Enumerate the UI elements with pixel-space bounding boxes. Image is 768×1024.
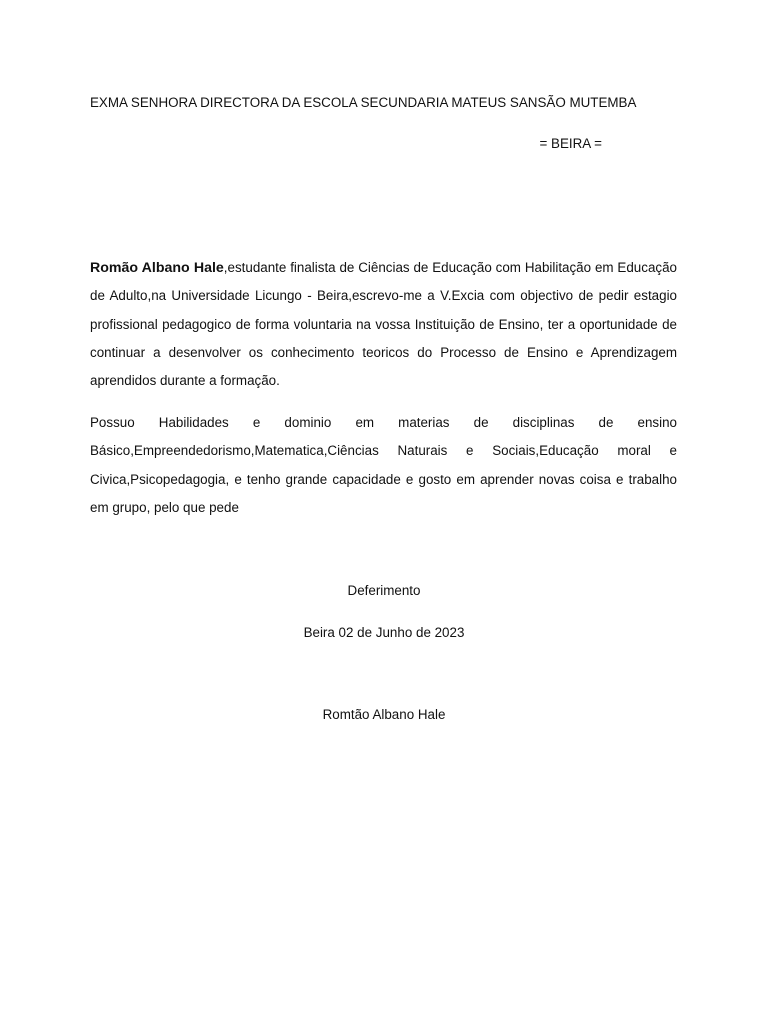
body-paragraph-1: [90, 254, 677, 395]
body-paragraph-2: Possuo Habilidades e dominio em materias de disciplinas de ensino Básico,Empreendedorismo,Matematica,Ciências Naturais e Sociais,Educação moral e Civica,Psicopedagogia, e tenho grande capacidade e gosto em aprender novas coisa e trabalho em grupo, pelo que pede: [90, 415, 677, 515]
paragraph-1-text: ,estudante finalista de Ciências de Educação com Habilitação em Educação de Adulto,na Universidade Licungo - Beira,escrevo-me a V.Excia com objectivo de pedir estagio profissional pedagogico de forma voluntaria na vossa Instituição de Ensino, ter a oportunidade de continuar a desenvolver os conhecimento teoricos do Processo de Ensino e Aprendizagem aprendidos durante a formação.: [90, 260, 677, 389]
date-line: Beira 02 de Junho de 2023: [303, 625, 465, 640]
closing-line: Deferimento: [347, 583, 421, 598]
applicant-name: Romão Albano Hale: [90, 260, 224, 276]
signature-name: Romtão Albano Hale: [322, 707, 446, 722]
addressee-line: EXMA SENHORA DIRECTORA DA ESCOLA SECUNDARIA MATEUS SANSÃO MUTEMBA: [90, 95, 637, 110]
city-line: = BEIRA =: [539, 136, 602, 151]
